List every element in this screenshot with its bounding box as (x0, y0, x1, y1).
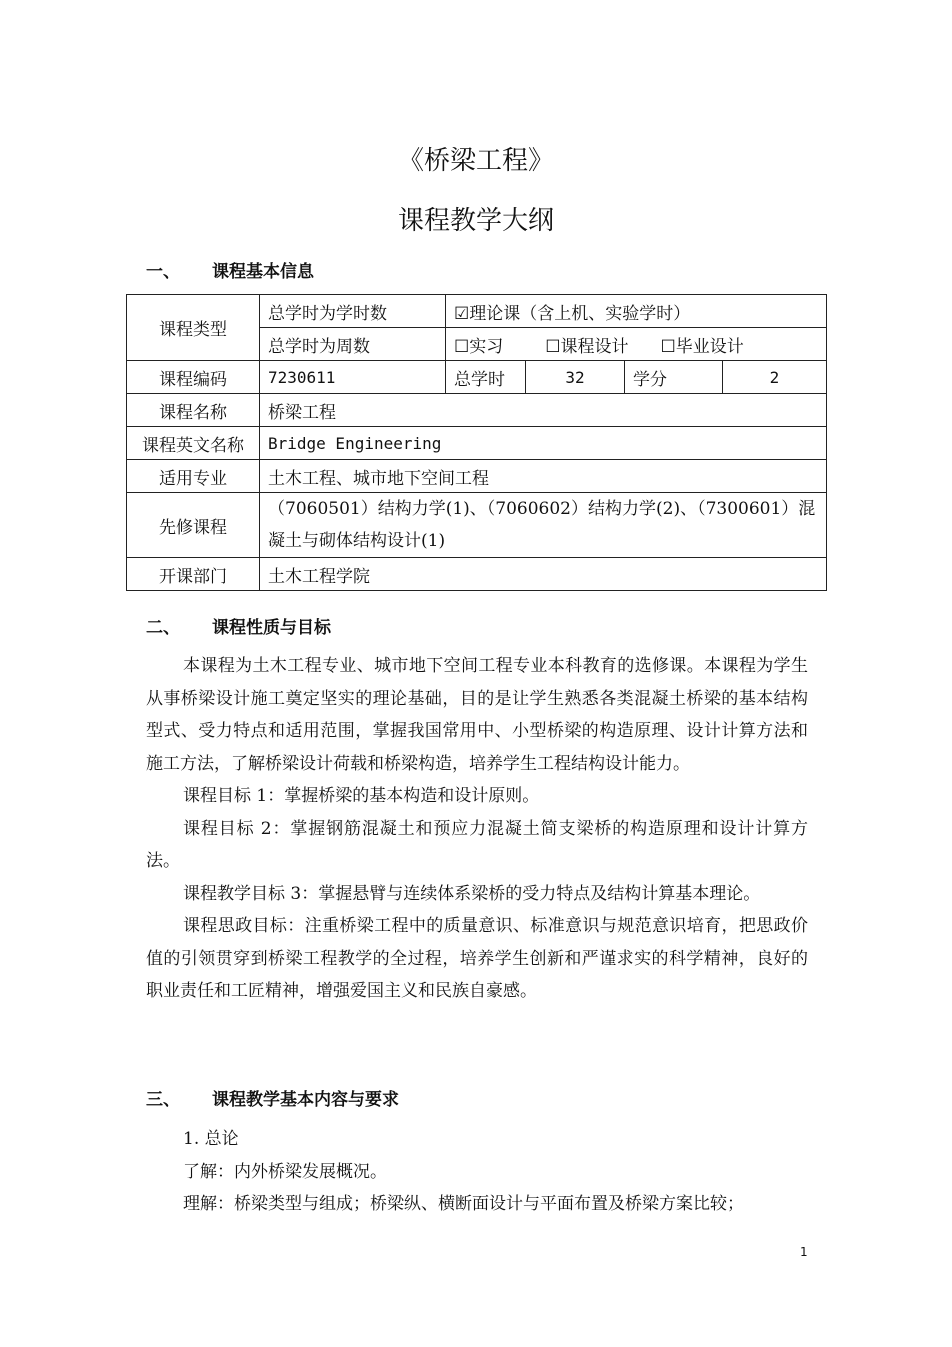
section-3-body (146, 1123, 808, 1221)
section-title: 课程基本信息 (212, 262, 314, 282)
course-code-value: 7230611 (260, 361, 446, 394)
week-options (446, 328, 827, 361)
prereq-label: 先修课程 (127, 493, 260, 558)
credits-value: 2 (723, 361, 827, 394)
goal-1: 课程目标 1：掌握桥梁的基本构造和设计原则。 (183, 786, 540, 806)
total-hours-value: 32 (526, 361, 625, 394)
table-row (127, 460, 827, 493)
hours-type-2: 总学时为周数 (260, 328, 446, 361)
table-row (127, 493, 827, 558)
course-info-table (126, 294, 827, 591)
internship-checkbox: ☐实习 (454, 336, 504, 357)
credits-label: 学分 (625, 361, 723, 394)
theory-course-checkbox: ☑理论课（含上机、实验学时） (446, 295, 827, 328)
document-subtitle: 课程教学大纲 (397, 206, 554, 236)
section-heading-1 (146, 257, 314, 282)
section-heading-2 (146, 613, 331, 638)
section-number: 三、 (146, 1090, 180, 1110)
table-row (127, 427, 827, 460)
graduation-design-checkbox: ☐毕业设计 (660, 336, 744, 357)
course-name-label: 课程名称 (127, 394, 260, 427)
total-hours-label: 总学时 (446, 361, 526, 394)
table-row (127, 394, 827, 427)
page-number: 1 (800, 1245, 808, 1259)
topic-1-comprehend: 理解：桥梁类型与组成；桥梁纵、横断面设计与平面布置及桥梁方案比较； (183, 1194, 744, 1214)
goal-2: 课程目标 2：掌握钢筋混凝土和预应力混凝土简支梁桥的构造原理和设计计算方法。 (146, 818, 808, 871)
section-title: 课程性质与目标 (212, 618, 331, 638)
topic-1-title: 1. 总论 (183, 1129, 239, 1149)
section-2-body (146, 650, 808, 1008)
hours-type-1: 总学时为学时数 (260, 295, 446, 328)
department-label: 开课部门 (127, 558, 260, 591)
course-name-value: 桥梁工程 (260, 394, 827, 427)
section-title: 课程教学基本内容与要求 (212, 1090, 399, 1110)
prereq-value: （7060501）结构力学(1)、（7060602）结构力学(2)、（7300601）混凝土与砌体结构设计(1) (260, 493, 827, 558)
section-number: 一、 (146, 262, 180, 282)
course-nature-paragraph: 本课程为土木工程专业、城市地下空间工程专业本科教育的选修课。本课程为学生从事桥梁设计施工奠定坚实的理论基础，目的是让学生熟悉各类混凝土桥梁的基本结构型式、受力特点和适用范围，掌握我国常用中、小型桥梁的构造原理、设计计算方法和施工方法，了解桥梁设计荷载和桥梁构造，培养学生工程结构设计能力。 (146, 656, 808, 774)
major-value: 土木工程、城市地下空间工程 (260, 460, 827, 493)
course-type-label: 课程类型 (127, 295, 260, 361)
table-row (127, 558, 827, 591)
section-number: 二、 (146, 618, 180, 638)
course-code-label: 课程编码 (127, 361, 260, 394)
topic-1-understand: 了解：内外桥梁发展概况。 (183, 1161, 387, 1182)
goal-3: 课程教学目标 3：掌握悬臂与连续体系梁桥的受力特点及结构计算基本理论。 (183, 883, 761, 904)
english-name-value: Bridge Engineering (260, 427, 827, 460)
ideological-goal: 课程思政目标：注重桥梁工程中的质量意识、标准意识与规范意识培育，把思政价值的引领贯穿到桥梁工程教学的全过程，培养学生创新和严谨求实的科学精神，良好的职业责任和工匠精神，增强爱国主义和民族自豪感。 (146, 916, 808, 1001)
section-heading-3 (146, 1085, 399, 1110)
english-name-label: 课程英文名称 (127, 427, 260, 460)
table-row (127, 361, 827, 394)
document-title: 《桥梁工程》 (397, 146, 554, 176)
major-label: 适用专业 (127, 460, 260, 493)
course-design-checkbox: ☐课程设计 (545, 336, 629, 357)
department-value: 土木工程学院 (260, 558, 827, 591)
table-row (127, 295, 827, 328)
